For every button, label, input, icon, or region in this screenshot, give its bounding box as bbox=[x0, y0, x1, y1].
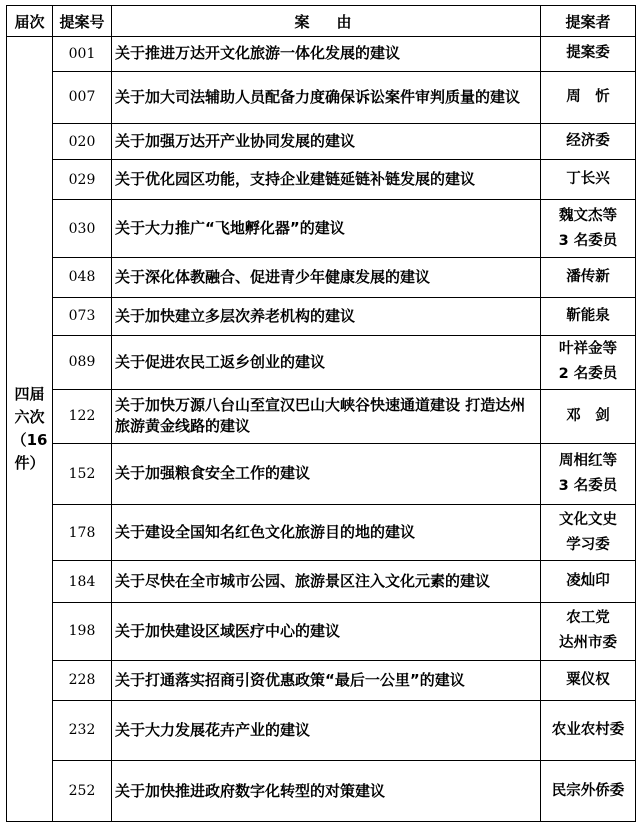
header-number: 提案号 bbox=[53, 6, 112, 37]
proposer-cell bbox=[541, 561, 636, 603]
proposer-cell bbox=[541, 297, 636, 336]
proposal-subject: 关于大力推广“飞地孵化器”的建议 bbox=[112, 200, 541, 258]
table-row bbox=[7, 389, 636, 443]
proposer-line: 达州市委 bbox=[559, 635, 617, 652]
proposer-line: 周 忻 bbox=[566, 88, 610, 105]
session-line3: （16 bbox=[11, 431, 48, 449]
proposer-line: 粟仪权 bbox=[566, 671, 610, 688]
proposer-cell bbox=[541, 71, 636, 123]
proposer-cell bbox=[541, 389, 636, 443]
proposal-number: 007 bbox=[53, 71, 112, 123]
proposal-number: 073 bbox=[53, 297, 112, 336]
table-row bbox=[7, 71, 636, 123]
proposer-cell bbox=[541, 200, 636, 258]
proposal-subject: 关于深化体教融合、促进青少年健康发展的建议 bbox=[112, 257, 541, 297]
proposer-line: 靳能泉 bbox=[566, 307, 610, 324]
proposal-number: 089 bbox=[53, 336, 112, 389]
proposer-line: 民宗外侨委 bbox=[551, 782, 625, 799]
proposer-cell bbox=[541, 504, 636, 561]
proposal-number: 122 bbox=[53, 389, 112, 443]
header-row bbox=[7, 6, 636, 37]
proposal-subject: 关于优化园区功能，支持企业建链延链补链发展的建议 bbox=[112, 160, 541, 200]
proposer-line: 魏文杰等 bbox=[559, 207, 617, 224]
proposer-cell bbox=[541, 37, 636, 72]
proposal-subject: 关于加大司法辅助人员配备力度确保诉讼案件审判质量的建议 bbox=[112, 71, 541, 123]
proposal-number: 048 bbox=[53, 257, 112, 297]
table-row bbox=[7, 336, 636, 389]
proposal-number: 228 bbox=[53, 660, 112, 700]
proposer-line: 凌灿印 bbox=[566, 573, 610, 590]
proposer-line: 叶祥金等 bbox=[559, 341, 617, 358]
proposal-subject: 关于推进万达开文化旅游一体化发展的建议 bbox=[112, 37, 541, 72]
proposer-line: 邓 剑 bbox=[566, 407, 610, 424]
table-row bbox=[7, 444, 636, 505]
proposer-cell bbox=[541, 603, 636, 661]
proposer-line: 文化文史 bbox=[559, 511, 617, 528]
proposal-subject: 关于尽快在全市城市公园、旅游景区注入文化元素的建议 bbox=[112, 561, 541, 603]
proposal-number: 178 bbox=[53, 504, 112, 561]
proposer-cell bbox=[541, 761, 636, 822]
table-row bbox=[7, 123, 636, 160]
proposal-subject: 关于加快推进政府数字化转型的对策建议 bbox=[112, 761, 541, 822]
session-line1: 四届 bbox=[14, 385, 45, 403]
table-row bbox=[7, 561, 636, 603]
proposal-number: 152 bbox=[53, 444, 112, 505]
proposer-line: 经济委 bbox=[566, 133, 610, 150]
proposer-line: 丁长兴 bbox=[566, 171, 610, 188]
proposal-subject: 关于加强粮食安全工作的建议 bbox=[112, 444, 541, 505]
proposer-cell bbox=[541, 336, 636, 389]
table-row bbox=[7, 504, 636, 561]
proposal-table bbox=[6, 5, 636, 822]
proposer-line: 2 名委员 bbox=[558, 366, 618, 383]
table-body bbox=[7, 37, 636, 822]
proposal-subject: 关于促进农民工返乡创业的建议 bbox=[112, 336, 541, 389]
table-row bbox=[7, 700, 636, 761]
proposer-cell bbox=[541, 257, 636, 297]
proposal-subject: 关于加快建立多层次养老机构的建议 bbox=[112, 297, 541, 336]
proposal-number: 001 bbox=[53, 37, 112, 72]
proposal-number: 020 bbox=[53, 123, 112, 160]
table-row bbox=[7, 160, 636, 200]
proposal-subject: 关于加快建设区域医疗中心的建议 bbox=[112, 603, 541, 661]
table-row bbox=[7, 761, 636, 822]
table-row bbox=[7, 200, 636, 258]
header-proposer: 提案者 bbox=[541, 6, 636, 37]
table-row bbox=[7, 297, 636, 336]
session-line4: 件） bbox=[14, 454, 45, 472]
proposal-subject: 关于打通落实招商引资优惠政策“最后一公里”的建议 bbox=[112, 660, 541, 700]
proposal-number: 030 bbox=[53, 200, 112, 258]
proposal-subject: 关于加快万源八台山至宣汉巴山大峡谷快速通道建设 打造达州旅游黄金线路的建议 bbox=[112, 389, 541, 443]
header-subject: 案 由 bbox=[112, 6, 541, 37]
proposal-subject: 关于建设全国知名红色文化旅游目的地的建议 bbox=[112, 504, 541, 561]
proposer-cell bbox=[541, 160, 636, 200]
proposal-number: 184 bbox=[53, 561, 112, 603]
proposer-line: 农业农村委 bbox=[551, 721, 625, 738]
table-row bbox=[7, 37, 636, 72]
table-row bbox=[7, 257, 636, 297]
proposer-cell bbox=[541, 123, 636, 160]
proposal-number: 029 bbox=[53, 160, 112, 200]
proposer-line: 3 名委员 bbox=[558, 477, 618, 494]
proposal-subject: 关于加强万达开产业协同发展的建议 bbox=[112, 123, 541, 160]
proposer-line: 农工党 bbox=[566, 610, 610, 627]
proposal-number: 198 bbox=[53, 603, 112, 661]
proposer-cell bbox=[541, 660, 636, 700]
table-row bbox=[7, 603, 636, 661]
proposer-line: 学习委 bbox=[566, 536, 610, 553]
session-cell bbox=[7, 37, 53, 822]
proposal-number: 252 bbox=[53, 761, 112, 822]
proposal-subject: 关于大力发展花卉产业的建议 bbox=[112, 700, 541, 761]
header-session: 届次 bbox=[7, 6, 53, 37]
proposer-line: 提案委 bbox=[566, 45, 610, 62]
proposer-line: 周相红等 bbox=[559, 452, 617, 469]
table-row bbox=[7, 660, 636, 700]
proposer-cell bbox=[541, 700, 636, 761]
proposer-line: 3 名委员 bbox=[558, 232, 618, 249]
proposer-cell bbox=[541, 444, 636, 505]
session-line2: 六次 bbox=[14, 408, 45, 426]
proposer-line: 潘传新 bbox=[566, 268, 610, 285]
proposal-number: 232 bbox=[53, 700, 112, 761]
